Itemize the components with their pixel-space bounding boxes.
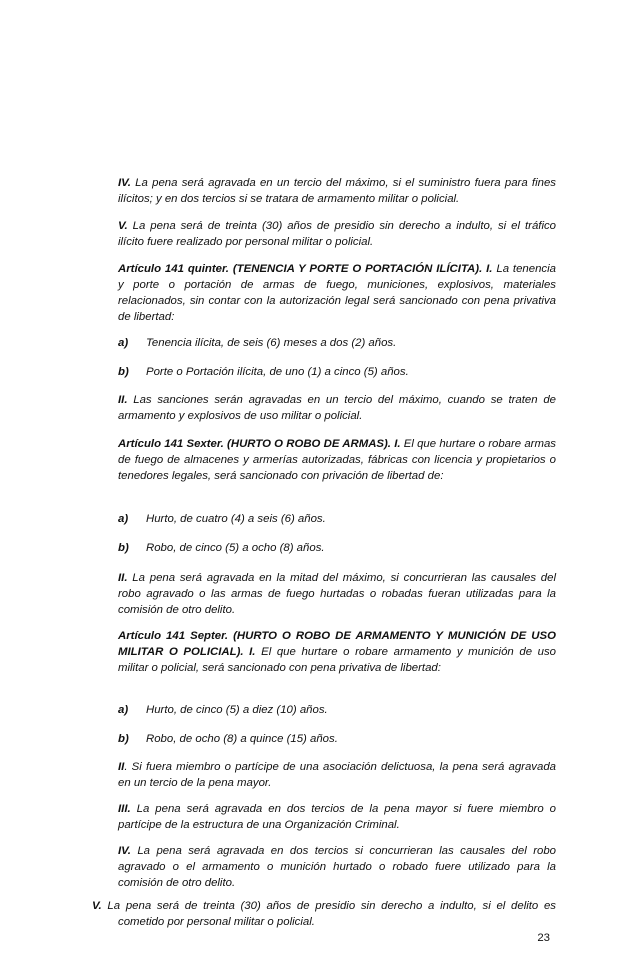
list-text: Porte o Portación ilícita, de uno (1) a cinco (5) años. — [146, 366, 409, 378]
list-text: Robo, de ocho (8) a quince (15) años. — [146, 733, 338, 745]
paragraph-v — [118, 218, 556, 250]
paragraph-mark: II. — [118, 572, 128, 584]
paragraph-text: . Si fuera miembro o partícipe de una asociación delictuosa, la pena será agravada en un tercio de la pena mayor. — [118, 761, 556, 789]
list-marker: b) — [118, 542, 129, 554]
article-heading: Artículo 141 Septer. (HURTO O ROBO DE ARMAMENTO Y MUNICIÓN DE USO MILITAR O POLICIAL). I. — [118, 630, 556, 658]
paragraph-v — [92, 898, 556, 930]
paragraph-iv — [118, 843, 556, 891]
paragraph-mark: II. — [118, 394, 128, 406]
list-item-b — [118, 540, 556, 556]
paragraph-mark: IV. — [118, 845, 131, 857]
paragraph-ii — [118, 392, 556, 424]
paragraph-mark: V. — [118, 220, 128, 232]
list-marker: a) — [118, 337, 129, 349]
paragraph-mark: II — [118, 761, 125, 773]
list-marker: a) — [118, 513, 129, 525]
list-text: Hurto, de cuatro (4) a seis (6) años. — [146, 513, 326, 525]
article-141-septer — [118, 628, 556, 676]
list-item-a — [118, 511, 556, 527]
list-text: Tenencia ilícita, de seis (6) meses a dos (2) años. — [146, 337, 397, 349]
article-141-sexter — [118, 436, 556, 484]
paragraph-text: La pena será agravada en dos tercios de la pena mayor si fuere miembro o partícipe de la estructura de una Organización Criminal. — [118, 803, 556, 831]
list-text: Hurto, de cinco (5) a diez (10) años. — [146, 704, 328, 716]
paragraph-mark: V. — [92, 900, 102, 912]
page-number: 23 — [537, 932, 550, 944]
list-item-a — [118, 702, 556, 718]
paragraph-mark: IV. — [118, 177, 131, 189]
paragraph-text: Las sanciones serán agravadas en un tercio del máximo, cuando se traten de armamento y explosivos de uso militar o policial. — [118, 394, 556, 422]
list-item-b — [118, 731, 556, 747]
list-item-b — [118, 364, 556, 380]
paragraph-text: La pena será agravada en un tercio del máximo, si el suministro fuera para fines ilícitos; y en dos tercios si se tratara de armamento militar o policial. — [118, 177, 556, 205]
paragraph-text: La pena será agravada en dos tercios si concurrieran las causales del robo agravado o el armamento o munición hurtado o robado fuere utilizado para la comisión de otro delito. — [118, 845, 556, 889]
paragraph-text: La pena será agravada en la mitad del máximo, si concurrieran las causales del robo agravado o las armas de fuego hurtadas o robadas fueran utilizadas para la comisión de otro delito. — [118, 572, 556, 616]
list-text: Robo, de cinco (5) a ocho (8) años. — [146, 542, 325, 554]
article-141-quinter — [118, 261, 556, 325]
article-heading: Artículo 141 Sexter. (HURTO O ROBO DE ARMAS). I. — [118, 438, 401, 450]
paragraph-text: La pena será de treinta (30) años de presidio sin derecho a indulto, si el delito es cometido por personal militar o policial. — [101, 900, 556, 928]
paragraph-text: La pena será de treinta (30) años de presidio sin derecho a indulto, si el tráfico ilícito fuere realizado por personal militar o policial. — [118, 220, 556, 248]
list-marker: b) — [118, 366, 129, 378]
paragraph-iv — [118, 175, 556, 207]
paragraph-iii — [118, 801, 556, 833]
list-marker: a) — [118, 704, 129, 716]
list-item-a — [118, 335, 556, 351]
article-text: El que hurtare o robare armas de fuego de almacenes y armerías autorizadas, fábricas con licencia y propietarios o tenedores legales, será sancionado con privación de libertad de: — [118, 438, 556, 482]
paragraph-ii — [118, 759, 556, 791]
article-text: La tenencia y porte o portación de armas de fuego, municiones, explosivos, materiales relacionados, sin contar con la autorización legal será sancionado con pena privativa de libertad: — [118, 263, 556, 323]
list-marker: b) — [118, 733, 129, 745]
paragraph-ii — [118, 570, 556, 618]
paragraph-mark: III. — [118, 803, 131, 815]
article-heading: Artículo 141 quinter. (TENENCIA Y PORTE O PORTACIÓN ILÍCITA). I. — [118, 263, 493, 275]
article-text: El que hurtare o robare armamento y munición de uso militar o policial, será sancionado con pena privativa de libertad: — [118, 646, 556, 674]
